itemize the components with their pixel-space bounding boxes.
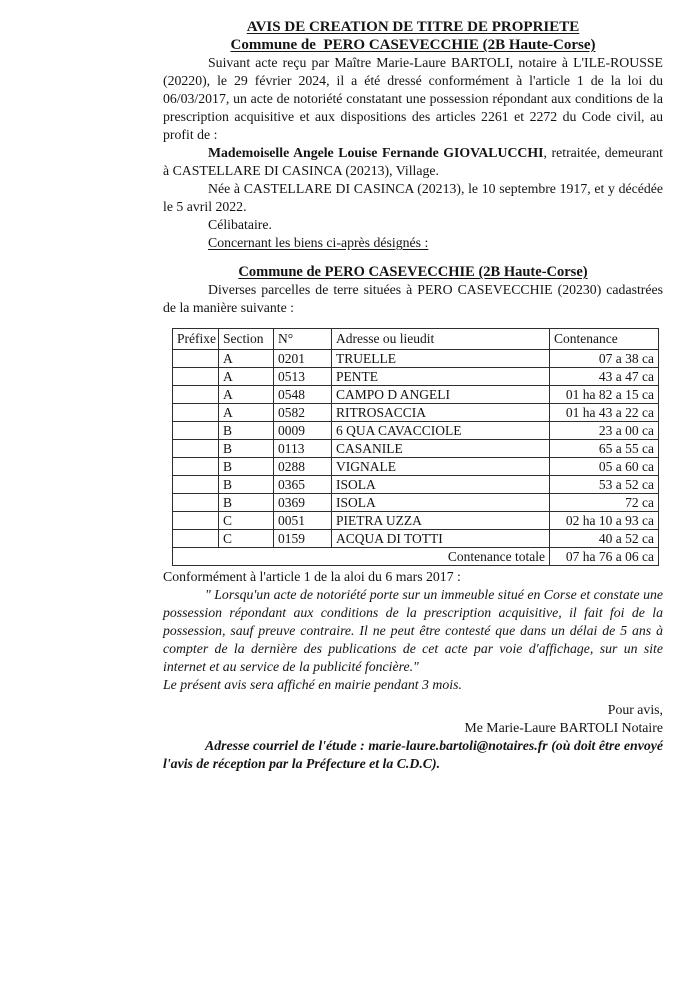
total-label: Contenance totale xyxy=(173,548,550,566)
table-row xyxy=(173,512,659,530)
cell-contenance: 07 a 38 ca xyxy=(550,350,659,368)
signature-pour-avis: Pour avis, xyxy=(607,702,663,717)
cell-numero: 0369 xyxy=(274,494,332,512)
cell-section: A xyxy=(219,386,274,404)
law-quote: " Lorsqu'un acte de notoriété porte sur un immeuble situé en Corse et constate une possession répondant aux conditions de la prescription acquisitive, il fait foi de la possession, sauf preuve contraire. Il ne peut être contesté que dans un délai de 5 ans à compter de la dernière des publications de cet acte par voie d'affichage, sur un site internet et au service de la publicité foncière." xyxy=(163,587,663,674)
law-intro: Conformément à l'article 1 de la aloi du 6 mars 2017 : xyxy=(163,569,461,584)
cell-contenance: 01 ha 82 a 15 ca xyxy=(550,386,659,404)
cell-adresse: PIETRA UZZA xyxy=(332,512,550,530)
col-header-section: Section xyxy=(219,329,274,350)
document-subtitle: Commune de PERO CASEVECCHIE (2B Haute-Corse) xyxy=(230,37,596,53)
cell-prefixe xyxy=(173,440,219,458)
cell-section: B xyxy=(219,422,274,440)
table-row xyxy=(173,350,659,368)
cell-contenance: 05 a 60 ca xyxy=(550,458,659,476)
cell-prefixe xyxy=(173,422,219,440)
cell-adresse: ACQUA DI TOTTI xyxy=(332,530,550,548)
cell-numero: 0365 xyxy=(274,476,332,494)
cell-prefixe xyxy=(173,494,219,512)
cell-prefixe xyxy=(173,404,219,422)
signature-block xyxy=(163,701,663,737)
cell-prefixe xyxy=(173,350,219,368)
cell-contenance: 72 ca xyxy=(550,494,659,512)
concerning-line xyxy=(163,234,663,252)
cell-contenance: 23 a 00 ca xyxy=(550,422,659,440)
cell-section: B xyxy=(219,476,274,494)
table-total-row xyxy=(173,548,659,566)
cell-contenance: 43 a 47 ca xyxy=(550,368,659,386)
parcels-table xyxy=(172,328,659,566)
table-row xyxy=(173,476,659,494)
cell-contenance: 53 a 52 ca xyxy=(550,476,659,494)
cell-adresse: PENTE xyxy=(332,368,550,386)
total-value: 07 ha 76 a 06 ca xyxy=(550,548,659,566)
cell-contenance: 01 ha 43 a 22 ca xyxy=(550,404,659,422)
cell-numero: 0159 xyxy=(274,530,332,548)
document-content xyxy=(163,0,663,773)
cell-adresse: ISOLA xyxy=(332,476,550,494)
col-header-adresse: Adresse ou lieudit xyxy=(332,329,550,350)
table-row xyxy=(173,368,659,386)
title-block xyxy=(163,18,663,54)
cell-numero: 0051 xyxy=(274,512,332,530)
cell-contenance: 40 a 52 ca xyxy=(550,530,659,548)
table-header-row xyxy=(173,329,659,350)
table-row xyxy=(173,404,659,422)
email-notice: Adresse courriel de l'étude : marie-laure.bartoli@notaires.fr (où doit être envoyé l'avis de réception par la Préfecture et la C.D.C). xyxy=(163,738,663,771)
document-title: AVIS DE CREATION DE TITRE DE PROPRIETE xyxy=(246,19,580,35)
cell-section: B xyxy=(219,440,274,458)
cell-section: B xyxy=(219,494,274,512)
table-row xyxy=(173,458,659,476)
beneficiary-name: Mademoiselle Angele Louise Fernande GIOVALUCCHI xyxy=(208,145,544,160)
col-header-prefixe: Préfixe xyxy=(173,329,219,350)
cell-adresse: VIGNALE xyxy=(332,458,550,476)
cell-adresse: ISOLA xyxy=(332,494,550,512)
cell-numero: 0288 xyxy=(274,458,332,476)
cell-prefixe xyxy=(173,512,219,530)
cell-section: C xyxy=(219,512,274,530)
marital-status: Célibataire. xyxy=(208,217,272,232)
concerning-text: Concernant les biens ci-après désignés : xyxy=(208,235,429,250)
cell-section: A xyxy=(219,350,274,368)
cell-numero: 0582 xyxy=(274,404,332,422)
cell-adresse: TRUELLE xyxy=(332,350,550,368)
cell-numero: 0513 xyxy=(274,368,332,386)
cell-section: A xyxy=(219,368,274,386)
cell-section: C xyxy=(219,530,274,548)
cell-numero: 0113 xyxy=(274,440,332,458)
cell-contenance: 65 a 55 ca xyxy=(550,440,659,458)
col-header-numero: N° xyxy=(274,329,332,350)
parcels-intro: Diverses parcelles de terre situées à PERO CASEVECCHIE (20230) cadastrées de la manière suivante : xyxy=(163,282,663,315)
beneficiary-paragraph xyxy=(163,144,663,180)
cell-adresse: CAMPO D ANGELI xyxy=(332,386,550,404)
cell-prefixe xyxy=(173,386,219,404)
cell-prefixe xyxy=(173,530,219,548)
signature-notary-name: Me Marie-Laure BARTOLI Notaire xyxy=(464,720,663,735)
birth-death-paragraph: Née à CASTELLARE DI CASINCA (20213), le 10 septembre 1917, et y décédée le 5 avril 2022. xyxy=(163,181,663,214)
cell-prefixe xyxy=(173,368,219,386)
table-row xyxy=(173,422,659,440)
commune-heading: Commune de PERO CASEVECCHIE (2B Haute-Corse) xyxy=(238,264,588,280)
cell-numero: 0009 xyxy=(274,422,332,440)
cell-section: B xyxy=(219,458,274,476)
cell-adresse: CASANILE xyxy=(332,440,550,458)
table-row xyxy=(173,530,659,548)
table-row xyxy=(173,386,659,404)
cell-contenance: 02 ha 10 a 93 ca xyxy=(550,512,659,530)
law-block xyxy=(163,568,663,694)
cell-section: A xyxy=(219,404,274,422)
table-row xyxy=(173,440,659,458)
cell-numero: 0548 xyxy=(274,386,332,404)
beneficiary-details: , retraitée, demeurant à CASTELLARE DI CASINCA (20213), Village. xyxy=(163,145,663,178)
cell-prefixe xyxy=(173,458,219,476)
cell-numero: 0201 xyxy=(274,350,332,368)
col-header-contenance: Contenance xyxy=(550,329,659,350)
cell-prefixe xyxy=(173,476,219,494)
display-notice: Le présent avis sera affiché en mairie pendant 3 mois. xyxy=(163,677,462,692)
table-row xyxy=(173,494,659,512)
cell-adresse: RITROSACCIA xyxy=(332,404,550,422)
cell-adresse: 6 QUA CAVACCIOLE xyxy=(332,422,550,440)
intro-paragraph: Suivant acte reçu par Maître Marie-Laure BARTOLI, notaire à L'ILE-ROUSSE (20220), le 29 février 2024, il a été dressé conformément à l'article 1 de la loi du 06/03/2017, un acte de notoriété constatant une possession répondant aux conditions de la prescription acquisitive et aux dispositions des articles 2261 et 2272 du Code civil, au profit de : xyxy=(163,55,663,142)
